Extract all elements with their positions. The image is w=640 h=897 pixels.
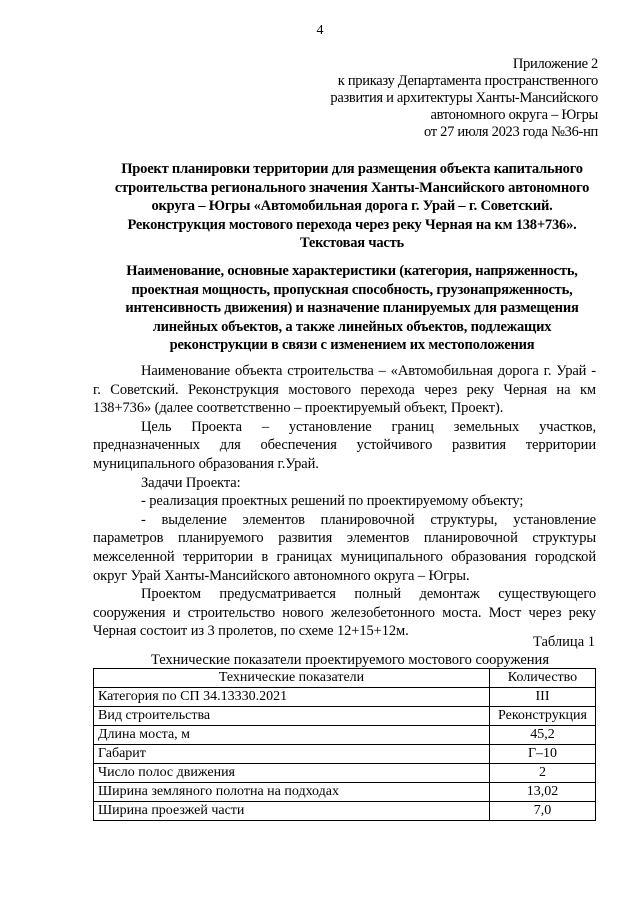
title-line: Текстовая часть [299,235,404,251]
body-text [93,362,596,641]
appendix-line: от 27 июля 2023 года №36-нп [424,124,598,140]
header-indicators: Технические показатели [94,669,490,688]
title-line: округа – Югры «Автомобильная дорога г. Урай – г. Советский. [151,198,553,214]
table-row [94,802,596,821]
title-line: строительства регионального значения Ханты-Мансийского автономного [114,179,590,196]
indicator-cell: Длина моста, м [94,726,490,745]
header-quantity: Количество [490,669,596,688]
title-line: Реконструкция мостового перехода через реку Черная на км 138+736». [127,216,577,233]
table-label: Таблица 1 [532,634,595,650]
heading-line: проектная мощность, пропускная способность, грузонапряженность, [131,281,573,298]
paragraph-task-2: - выделение элементов планировочной структуры, установление параметров планируемого развития элементов планировочной структуры межселенной территории в границах муниципального образования городской округ Урай Ханты-Мансийского автономного округа – Югры. [93,511,596,584]
indicator-cell: Габарит [94,745,490,764]
paragraph-project-goal: Цель Проекта – установление границ земельных участков, предназначенных для обеспечения устойчивого развития территории муниципального образования г.Урай. [93,418,596,472]
paragraph-task-1: - реализация проектных решений по проектируемому объекту; [141,493,524,510]
indicator-cell: Число полос движения [94,764,490,783]
table-row [94,707,596,726]
heading-line: Наименование, основные характеристики (категория, напряженность, [126,263,578,279]
paragraph-demolition: Проектом предусматривается полный демонтаж существующего сооружения и строительство нового железобетонного моста. Мост через реку Черная состоит из 3 пролетов, по схеме 12+15+12м. [93,586,596,640]
appendix-line: Приложение 2 [512,56,598,72]
table-caption: Технические показатели проектируемого мостового сооружения [150,652,549,668]
heading-line: линейных объектов, а также линейных объектов, подлежащих [152,318,552,335]
value-cell: 13,02 [490,783,596,802]
page-number: 4 [316,23,324,38]
paragraph-tasks-heading: Задачи Проекта: [141,474,241,491]
table-row [94,783,596,802]
appendix-line: автономного округа – Югры [430,107,598,123]
table-row [94,745,596,764]
table-header-row [94,669,596,688]
paragraph-object-name: Наименование объекта строительства – «Автомобильная дорога г. Урай - г. Советский. Реконструкция мостового перехода через реку Черная на км 138+736» (далее соответственно – проектируемый объект, Проект). [93,363,596,417]
title-line: Проект планировки территории для размещения объекта капитального [121,161,583,177]
value-cell: 45,2 [490,726,596,745]
section-heading [92,262,612,355]
value-cell: 7,0 [490,802,596,821]
indicator-cell: Ширина земляного полотна на подходах [94,783,490,802]
document-title [92,160,612,253]
indicator-cell: Вид строительства [94,707,490,726]
value-cell: 2 [490,764,596,783]
table-row [94,688,596,707]
value-cell: Г–10 [490,745,596,764]
value-cell: III [490,688,596,707]
appendix-line: развития и архитектуры Ханты-Мансийского [330,90,598,106]
value-cell: Реконструкция [490,707,596,726]
heading-line: интенсивность движения) и назначение планируемых для размещения [125,300,579,316]
appendix-line: к приказу Департамента пространственного [337,73,598,89]
table-row [94,764,596,783]
indicator-cell: Категория по СП 34.13330.2021 [94,688,490,707]
technical-indicators-table [93,668,596,821]
heading-line: реконструкции в связи с изменением их местоположения [169,337,535,353]
indicator-cell: Ширина проезжей части [94,802,490,821]
appendix-header [330,56,598,141]
table-row [94,726,596,745]
